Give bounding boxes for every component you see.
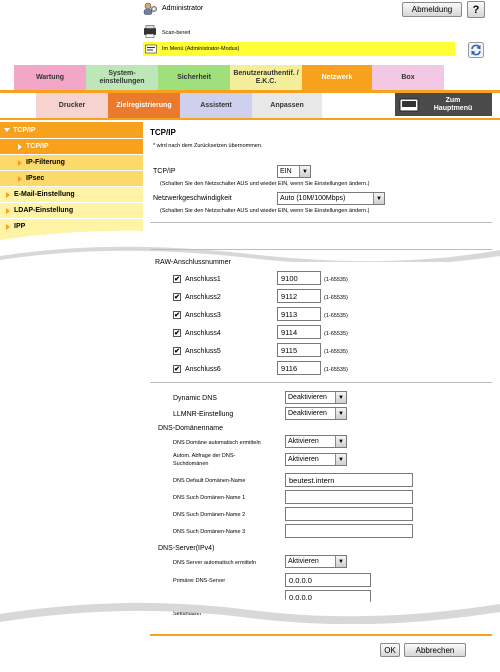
tcpip-hint: (Schalten Sie den Netzschalter AUS und wieder EIN, wenn Sie Einstellungen ändern.)	[160, 181, 370, 187]
dns-search3-input[interactable]	[285, 524, 413, 538]
sidebar-item-ip-filterung[interactable]: IP-Filterung	[0, 154, 143, 170]
administrator-icon	[143, 2, 158, 15]
chevron-down-icon: ▼	[373, 193, 384, 204]
refresh-icon	[468, 42, 484, 58]
printer-status-icon	[143, 25, 157, 38]
dns-auto-label: DNS Domäne automatisch ermitteln	[173, 440, 261, 446]
subtab-assistent[interactable]: Assistent	[180, 93, 252, 118]
help-button[interactable]	[467, 1, 485, 18]
tcpip-label: TCP/IP	[153, 168, 176, 175]
chevron-down-icon: ▼	[335, 408, 346, 419]
page-title: TCP/IP	[150, 128, 176, 137]
sidebar-item-tcpip-group[interactable]: TCP/IP	[0, 122, 143, 138]
dns-search1-label: DNS Such Domänen-Name 1	[173, 495, 246, 501]
tab-benutzerauthentif[interactable]: Benutzerauthentif. / E.K.C.	[230, 65, 302, 90]
subtab-zielregistrierung[interactable]: Zielregistrierung	[108, 93, 180, 118]
chevron-down-icon: ▼	[335, 556, 346, 567]
port5-checkbox[interactable]: ✔	[174, 348, 180, 355]
port2-input[interactable]: 9112	[277, 289, 321, 303]
help-icon: ?	[472, 3, 480, 16]
page-break-wave	[0, 222, 500, 262]
port2-checkbox[interactable]: ✔	[174, 294, 180, 301]
tab-systemeinstellungen[interactable]: System- einstellungen	[86, 65, 158, 90]
port4-checkbox[interactable]: ✔	[174, 330, 180, 337]
tab-netzwerk[interactable]: Netzwerk	[302, 65, 372, 90]
port4-input[interactable]: 9114	[277, 325, 321, 339]
dns-default-domain-input[interactable]: beutest.intern	[285, 473, 413, 487]
port5-input[interactable]: 9115	[277, 343, 321, 357]
dns-search2-input[interactable]	[285, 507, 413, 521]
sidebar-item-ipsec[interactable]: IPsec	[0, 170, 143, 186]
dns-search3-label: DNS Such Domänen-Name 3	[173, 529, 246, 535]
footer-line	[150, 634, 492, 636]
port3-label: Anschluss3	[185, 312, 221, 319]
scan-status-text: Scan-bereit	[162, 30, 191, 36]
port4-label: Anschluss4	[185, 330, 221, 337]
dns-search-auto-select[interactable]: Aktivieren ▼	[285, 453, 347, 466]
home-button[interactable]: Zum Hauptmenü	[395, 93, 492, 116]
port1-range: (1-65535)	[324, 277, 348, 283]
port1-checkbox[interactable]: ✔	[174, 276, 180, 283]
port5-range: (1-65535)	[324, 349, 348, 355]
primary-dns-input[interactable]: 0.0.0.0	[285, 573, 371, 587]
tab-box[interactable]: Box	[372, 65, 444, 90]
arrow-right-icon	[6, 192, 10, 198]
home-panel-icon	[399, 98, 419, 112]
port4-range: (1-65535)	[324, 331, 348, 337]
port2-range: (1-65535)	[324, 295, 348, 301]
raw-port-title: RAW-Anschlussnummer	[155, 259, 231, 266]
subtab-anpassen[interactable]: Anpassen	[252, 93, 322, 118]
chevron-down-icon: ▼	[335, 392, 346, 403]
logout-button[interactable]: Abmeldung	[402, 2, 462, 17]
speed-hint: (Schalten Sie den Netzschalter AUS und wieder EIN, wenn Sie Einstellungen ändern.)	[160, 208, 370, 214]
divider	[150, 249, 492, 250]
network-speed-label: Netzwerkgeschwindigkeit	[153, 195, 232, 202]
admin-mode-icon	[145, 44, 157, 54]
arrow-right-icon	[18, 176, 22, 182]
divider	[150, 382, 492, 383]
dynamic-dns-select[interactable]: Deaktivieren ▼	[285, 391, 347, 404]
dns-search1-input[interactable]	[285, 490, 413, 504]
dns-domain-title: DNS-Domänenname	[158, 425, 223, 432]
subtab-bar-line	[0, 118, 500, 120]
secondary-dns2-label: Sekundärer	[173, 611, 202, 617]
dns-search2-label: DNS Such Domänen-Name 2	[173, 512, 246, 518]
port6-input[interactable]: 9116	[277, 361, 321, 375]
port5-label: Anschluss5	[185, 348, 221, 355]
refresh-button[interactable]	[468, 42, 484, 58]
primary-dns-label: Primärer DNS-Server	[173, 578, 226, 584]
secondary-dns1-input[interactable]: 0.0.0.0	[285, 590, 371, 604]
network-speed-select[interactable]: Auto (10M/100Mbps) ▼	[277, 192, 385, 205]
llmnr-label: LLMNR-Einstellung	[173, 411, 234, 418]
subtab-drucker[interactable]: Drucker	[36, 93, 108, 118]
port6-label: Anschluss6	[185, 366, 221, 373]
tab-wartung[interactable]: Wartung	[14, 65, 86, 90]
dns-search-auto-label: Autom. Abfrage der DNS- Suchdomänen	[173, 453, 236, 467]
chevron-down-icon: ▼	[299, 166, 310, 177]
chevron-down-icon: ▼	[335, 454, 346, 465]
dns-auto-select[interactable]: Aktivieren ▼	[285, 435, 347, 448]
sidebar-item-ldap-einstellung[interactable]: LDAP-Einstellung	[0, 202, 143, 218]
sidebar-item-email-einstellung[interactable]: E-Mail-Einstellung	[0, 186, 143, 202]
sidebar-item-ipp[interactable]: IPP	[0, 218, 143, 234]
cancel-button[interactable]: Abbrechen	[404, 643, 466, 657]
port6-range: (1-65535)	[324, 367, 348, 373]
dns-default-domain-label: DNS Default Domänen-Name	[173, 478, 246, 484]
dns-server-auto-label: DNS Server automatisch ermitteln	[173, 560, 257, 566]
port3-input[interactable]: 9113	[277, 307, 321, 321]
sidebar-item-tcpip[interactable]: TCP/IP	[0, 138, 143, 154]
port2-label: Anschluss2	[185, 294, 221, 301]
arrow-right-icon	[6, 208, 10, 214]
dynamic-dns-label: Dynamic DNS	[173, 395, 217, 402]
port1-input[interactable]: 9100	[277, 271, 321, 285]
llmnr-select[interactable]: Deaktivieren ▼	[285, 407, 347, 420]
dns-server-auto-select[interactable]: Aktivieren ▼	[285, 555, 347, 568]
selected-arrow-icon	[18, 144, 22, 150]
port1-label: Anschluss1	[185, 276, 221, 283]
reset-note: * wird nach dem Zurücksetzen übernommen.	[153, 143, 263, 149]
dns-server-title: DNS-Server(IPv4)	[158, 545, 215, 552]
port3-range: (1-65535)	[324, 313, 348, 319]
arrow-right-icon	[18, 160, 22, 166]
mode-text: Im Menü (Administrator-Modus)	[162, 46, 240, 52]
expand-arrow-icon	[4, 128, 10, 132]
chevron-down-icon: ▼	[335, 436, 346, 447]
port3-checkbox[interactable]: ✔	[174, 312, 180, 319]
tab-sicherheit[interactable]: Sicherheit	[158, 65, 230, 90]
ok-button[interactable]: OK	[380, 643, 400, 657]
tcpip-select[interactable]: EIN ▼	[277, 165, 311, 178]
page-break-wave	[0, 578, 500, 624]
administrator-label: Administrator	[162, 5, 204, 12]
port6-checkbox[interactable]: ✔	[174, 366, 180, 373]
